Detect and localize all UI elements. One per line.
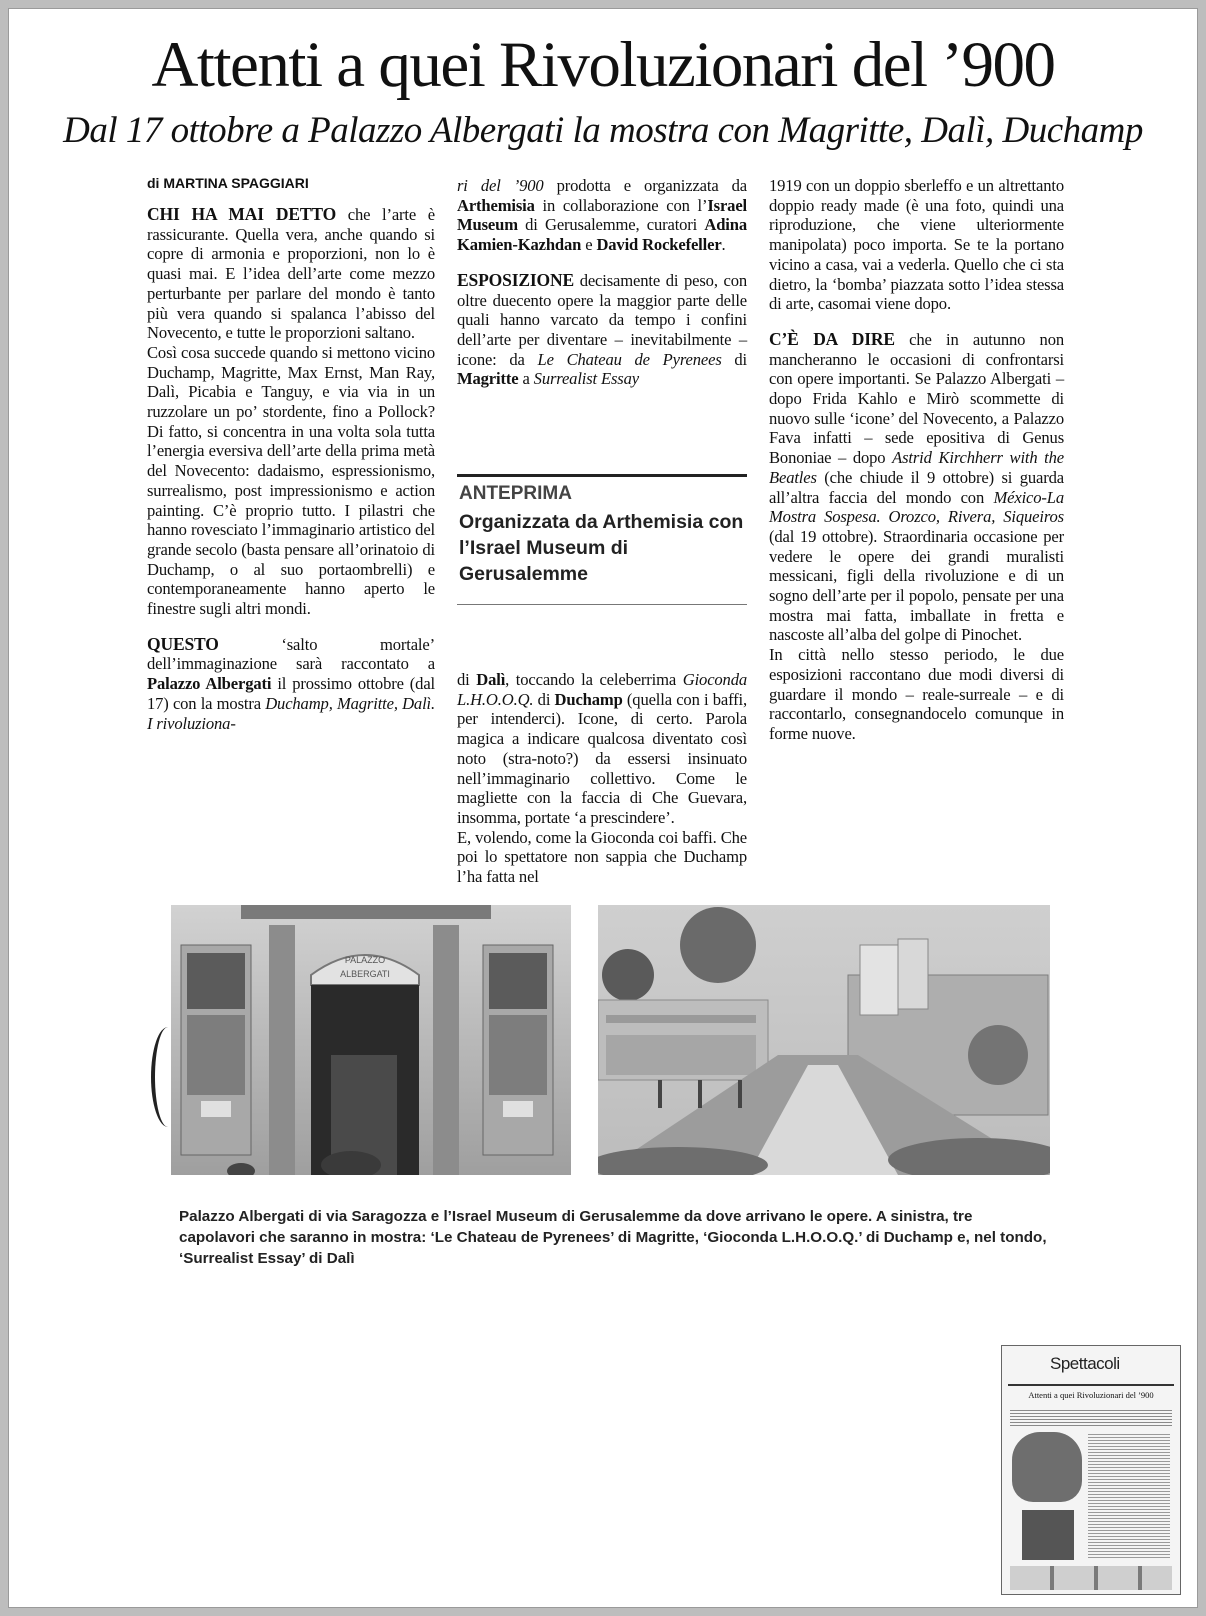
- bold-text: Israel Museum: [457, 195, 747, 235]
- paragraph-text: il prossimo ottobre (dal 17) con la mostra: [147, 674, 435, 713]
- article-headline: Attenti a quei Rivoluzionari del ’900: [151, 29, 1055, 101]
- box-title: Organizzata da Arthemisia con l’Israel Museum di Gerusalemme: [459, 511, 744, 585]
- article-column-1: [147, 205, 435, 733]
- palazzo-facade-illustration: [171, 905, 571, 1175]
- thumbnail-masthead: Spettacoli: [1050, 1354, 1120, 1373]
- paragraph-text: (che chiude il 9 ottobre) si guarda all’altra faccia del mondo con: [769, 467, 1064, 507]
- paragraph-text: (quella con i baffi, per intenderci). Icone, di certo. Parola magica a indicare qualcosa diventato così noto (stra-noto?) da essersi insinuato nell’immaginario collettivo. Come le magliette con la faccia di Che Guevara, insomma, portate ‘a prescindere’.: [457, 689, 747, 827]
- paragraph: [147, 205, 435, 343]
- paragraph-text: in collaborazione con l’: [534, 195, 708, 215]
- box-bottom-rule: [457, 604, 747, 605]
- paragraph-text: prodotta e organizzata da: [543, 176, 748, 195]
- paragraph: [457, 176, 747, 255]
- thumbnail-headline: Attenti a quei Rivoluzionari del ’900: [1028, 1390, 1154, 1400]
- italic-text: Astrid Kirchherr with the Beatles: [769, 448, 1064, 487]
- paragraph: E, volendo, come la Gioconda coi baffi. Che poi lo spettatore non sappia che Duchamp l’ha fatta nel: [457, 827, 747, 887]
- photo-palazzo-albergati: [171, 905, 571, 1175]
- paragraph-lead: QUESTO: [147, 633, 219, 654]
- paragraph-lead: CHI HA MAI DETTO: [147, 204, 337, 224]
- paragraph-text: a: [518, 369, 534, 389]
- page-thumbnail: [1001, 1345, 1181, 1595]
- paragraph-text: che l’arte è rassicurante. Quella vera, anche quando si copre di armonia e proporzioni, non lo è quasi mai. E l’idea dell’arte come mezzo perturbante per parlare del mondo è tanto più vera quando si spalanca l’abisso del Novecento, e tutte le proporzioni saltano.: [147, 205, 435, 343]
- paragraph-text: (dal 19 ottobre). Straordinaria occasione per vedere le opere dei grandi muralisti messicani, figli della rivoluzione e di un sogno dell’arte per il popolo, pensate per una mostra mai fatta, imballate in fretta e nascoste all’alba del golpe di Pinochet.: [769, 526, 1064, 645]
- bold-text: Dalì: [476, 670, 506, 689]
- box-top-rule: [457, 474, 747, 477]
- italic-text: México-La Mostra Sospesa. Orozco, Rivera, Siqueiros: [769, 487, 1064, 527]
- paragraph: [147, 635, 435, 734]
- paragraph-text: ‘salto mortale’ dell’immaginazione sarà raccontato a: [147, 634, 435, 674]
- thumbnail-subhead-lines: [1010, 1408, 1172, 1428]
- box-kicker: ANTEPRIMA: [459, 483, 572, 504]
- paragraph-text: decisamente di peso, con oltre duecento opere la maggior parte delle quali hanno varcato da tempo i confini dell’arte per diventare – inevitabilmente – icone: da: [457, 270, 747, 369]
- bold-text: Arthemisia: [457, 195, 535, 215]
- thumbnail-image-2: [1022, 1510, 1074, 1560]
- paragraph: In città nello stesso periodo, le due esposizioni raccontano due modi diversi di guardare il mondo – reale-surreale – e di raccontarlo, consegnandocelo comunque in forme nuove.: [769, 645, 1064, 743]
- thumbnail-footer: [1010, 1566, 1172, 1590]
- paragraph: Così cosa succede quando si mettono vicino Duchamp, Magritte, Max Ernst, Man Ray, Dalì, Picabia e Tanguy, e via via in un ruzzolare un po’ stordente, fino a Pollock? Di fatto, si concentra in una volta sola tutta l’energia eversiva dell’arte della prima metà del Novecento: dadaismo, espressionismo, surrealismo, post impressionismo e action painting. C’è proprio tutto. I pilastri che hanno rovesciato l’immaginario artistico del grande secolo (basta pensare all’orinatoio di Duchamp, o al suo portaombrelli) e contemporaneamente hanno aperto le finestre sugli altri mondi.: [147, 342, 435, 619]
- bold-text: Magritte: [457, 369, 519, 389]
- paragraph: [769, 330, 1064, 645]
- article-column-3: [769, 176, 1064, 744]
- paragraph-text: di: [457, 670, 477, 689]
- article-column-2-bottom: [457, 670, 747, 887]
- photo-israel-museum: [598, 905, 1050, 1175]
- italic-text: Surrealist Essay: [533, 369, 639, 389]
- sign-line-1: PALAZZO: [344, 955, 386, 965]
- italic-text: Le Chateau de Pyrenees: [537, 349, 722, 369]
- photo-caption: Palazzo Albergati di via Saragozza e l’Israel Museum di Gerusalemme da dove arrivano le opere. A sinistra, tre capolavori che saranno in mostra: ‘Le Chateau de Pyrenees’ di Magritte, ‘Gioconda L.H.O.O.Q.’ di Duchamp e, nel tondo, ‘Surrealist Essay’ di Dalì: [179, 1208, 1047, 1267]
- paragraph: [457, 271, 747, 389]
- thumbnail-image-1: [1012, 1432, 1082, 1502]
- paragraph-text: che in autunno non mancheranno le occasioni di confrontarsi con opere importanti. Se Palazzo Albergati – dopo Frida Kahlo e Mirò scommette di nuovo sulle ‘icone’ del Novecento, a Palazzo Fava infatti – sede epositiva di Genus Bononiae – dopo: [769, 329, 1064, 468]
- bold-text: Duchamp: [554, 689, 623, 709]
- paragraph-text: di: [721, 349, 748, 369]
- newspaper-page: [8, 8, 1198, 1608]
- paragraph-lead: ESPOSIZIONE: [457, 269, 575, 290]
- paragraph-text: di: [533, 689, 555, 709]
- paragraph-text: , toccando la celeberrima: [505, 670, 683, 689]
- thumbnail-rule: [1008, 1384, 1174, 1386]
- byline: di MARTINA SPAGGIARI: [147, 175, 309, 191]
- bold-text: David Rockefeller: [596, 235, 722, 255]
- paragraph-lead: C’È DA DIRE: [769, 328, 895, 349]
- paragraph-text: di Gerusalemme, curatori: [517, 215, 705, 235]
- tondo-frame: [151, 1027, 185, 1127]
- italic-text: ri del ’900: [457, 176, 544, 195]
- paragraph-text: e: [581, 235, 597, 255]
- article-subheadline: Dal 17 ottobre a Palazzo Albergati la mostra con Magritte, Dalì, Duchamp: [63, 110, 1143, 151]
- museum-illustration: [598, 905, 1050, 1175]
- bold-text: Palazzo Albergati: [147, 674, 272, 694]
- paragraph: 1919 con un doppio sberleffo e un altrettanto doppio ready made (è una foto, quindi una riproduzione, che viene ulteriormente manipolata) poco importa. Se te la portano vicino a casa, vai a vederla. Quello che ci sta dietro, la ‘bomba’ piazzata sotto l’idea stessa di arte, casomai viene dopo.: [769, 176, 1064, 314]
- sign-line-2: ALBERGATI: [340, 969, 390, 979]
- italic-text: Duchamp, Magritte, Dalì. I rivoluziona-: [147, 693, 435, 733]
- article-column-2-top: [457, 176, 747, 389]
- paragraph: [457, 670, 747, 828]
- italic-text: Gioconda L.H.O.O.Q.: [457, 670, 747, 709]
- paragraph-text: .: [721, 235, 726, 255]
- thumbnail-text-lines: [1088, 1432, 1170, 1560]
- bold-text: Adina Kamien-Kazhdan: [457, 215, 747, 255]
